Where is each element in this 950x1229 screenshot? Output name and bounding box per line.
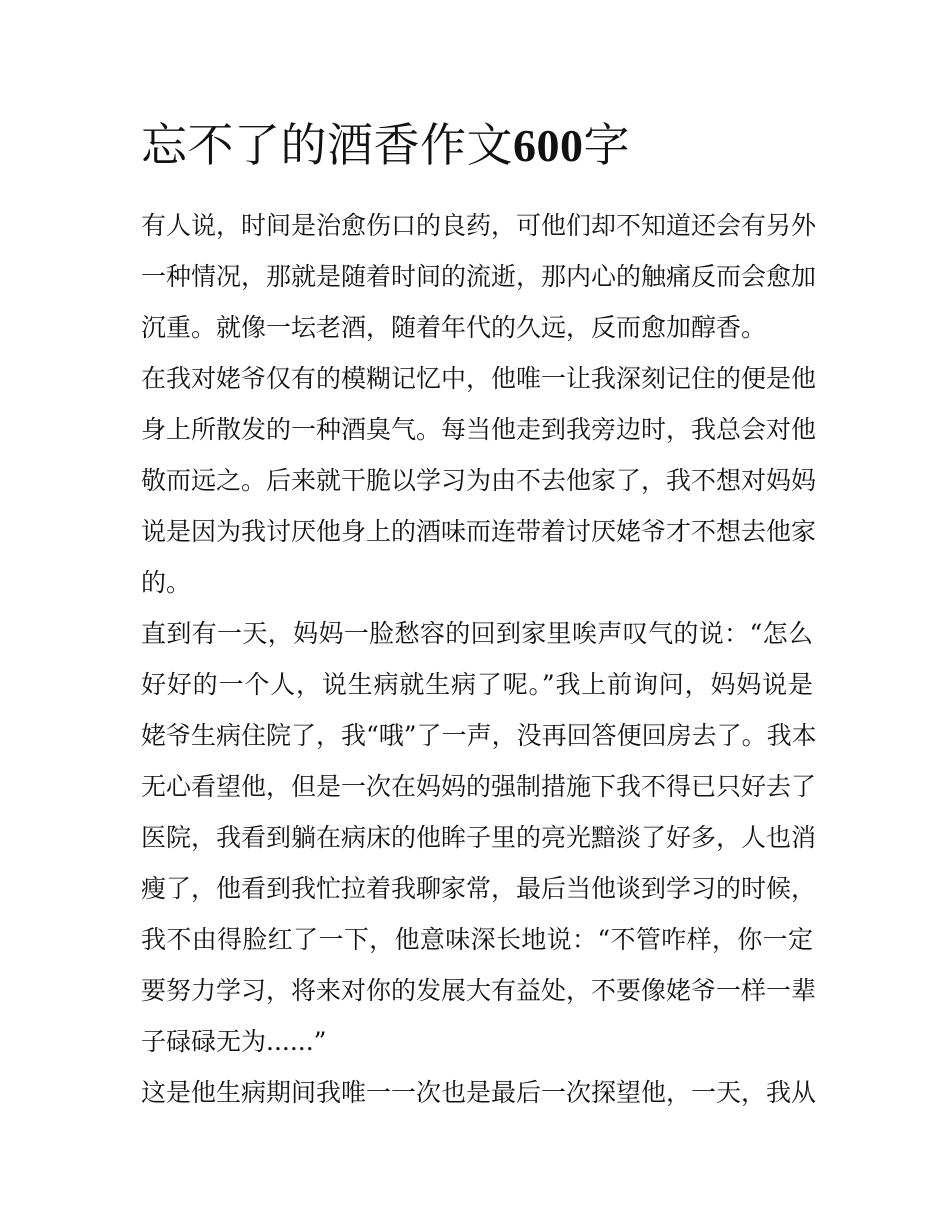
text-line: 医院，我看到躺在病床的他眸子里的亮光黯淡了好多，人也消: [141, 823, 817, 852]
text-line: 要努力学习，将来对你的发展大有益处，不要像姥爷一样一辈: [141, 976, 817, 1005]
title-suffix: 字: [583, 118, 630, 172]
text-line: 姥爷生病住院了，我“哦”了一声，没再回答便回房去了。我本: [141, 721, 817, 750]
title-main: 忘不了的酒香作文: [141, 118, 513, 172]
text-line: 我不由得脸红了一下，他意味深长地说：“不管咋样，你一定: [141, 925, 813, 954]
paragraph-2: [141, 353, 817, 608]
document-content: [141, 112, 817, 1118]
text-line: 瘦了，他看到我忙拉着我聊家常，最后当他谈到学习的时候，: [141, 874, 817, 903]
text-line: 无心看望他，但是一次在妈妈的强制措施下我不得已只好去了: [141, 772, 817, 801]
text-line: 说是因为我讨厌他身上的酒味而连带着讨厌姥爷才不想去他家: [141, 517, 817, 546]
text-line: 直到有一天，妈妈一脸愁容的回到家里唉声叹气的说：“怎么: [141, 619, 813, 648]
title-number: 600: [513, 120, 584, 171]
paragraph-4: [141, 1067, 817, 1118]
text-line: 这是他生病期间我唯一一次也是最后一次探望他，一天，我从: [141, 1078, 817, 1107]
text-line: 在我对姥爷仅有的模糊记忆中，他唯一让我深刻记住的便是他: [141, 364, 817, 393]
text-line: 沉重。就像一坛老酒，随着年代的久远，反而愈加醇香。: [141, 313, 767, 342]
document-title: [141, 112, 813, 178]
text-line: 一种情况，那就是随着时间的流逝，那内心的触痛反而会愈加: [141, 262, 817, 291]
text-line: 子碌碌无为......”: [141, 1027, 327, 1056]
text-line: 敬而远之。后来就干脆以学习为由不去他家了，我不想对妈妈: [141, 466, 817, 495]
text-line: 有人说，时间是治愈伤口的良药，可他们却不知道还会有另外: [141, 211, 817, 240]
text-line: 身上所散发的一种酒臭气。每当他走到我旁边时，我总会对他: [141, 415, 817, 444]
paragraph-1: [141, 200, 817, 353]
text-line: 好好的一个人，说生病就生病了呢。”我上前询问，妈妈说是: [141, 670, 813, 699]
text-line: 的。: [141, 568, 192, 597]
paragraph-3: [141, 608, 817, 1067]
